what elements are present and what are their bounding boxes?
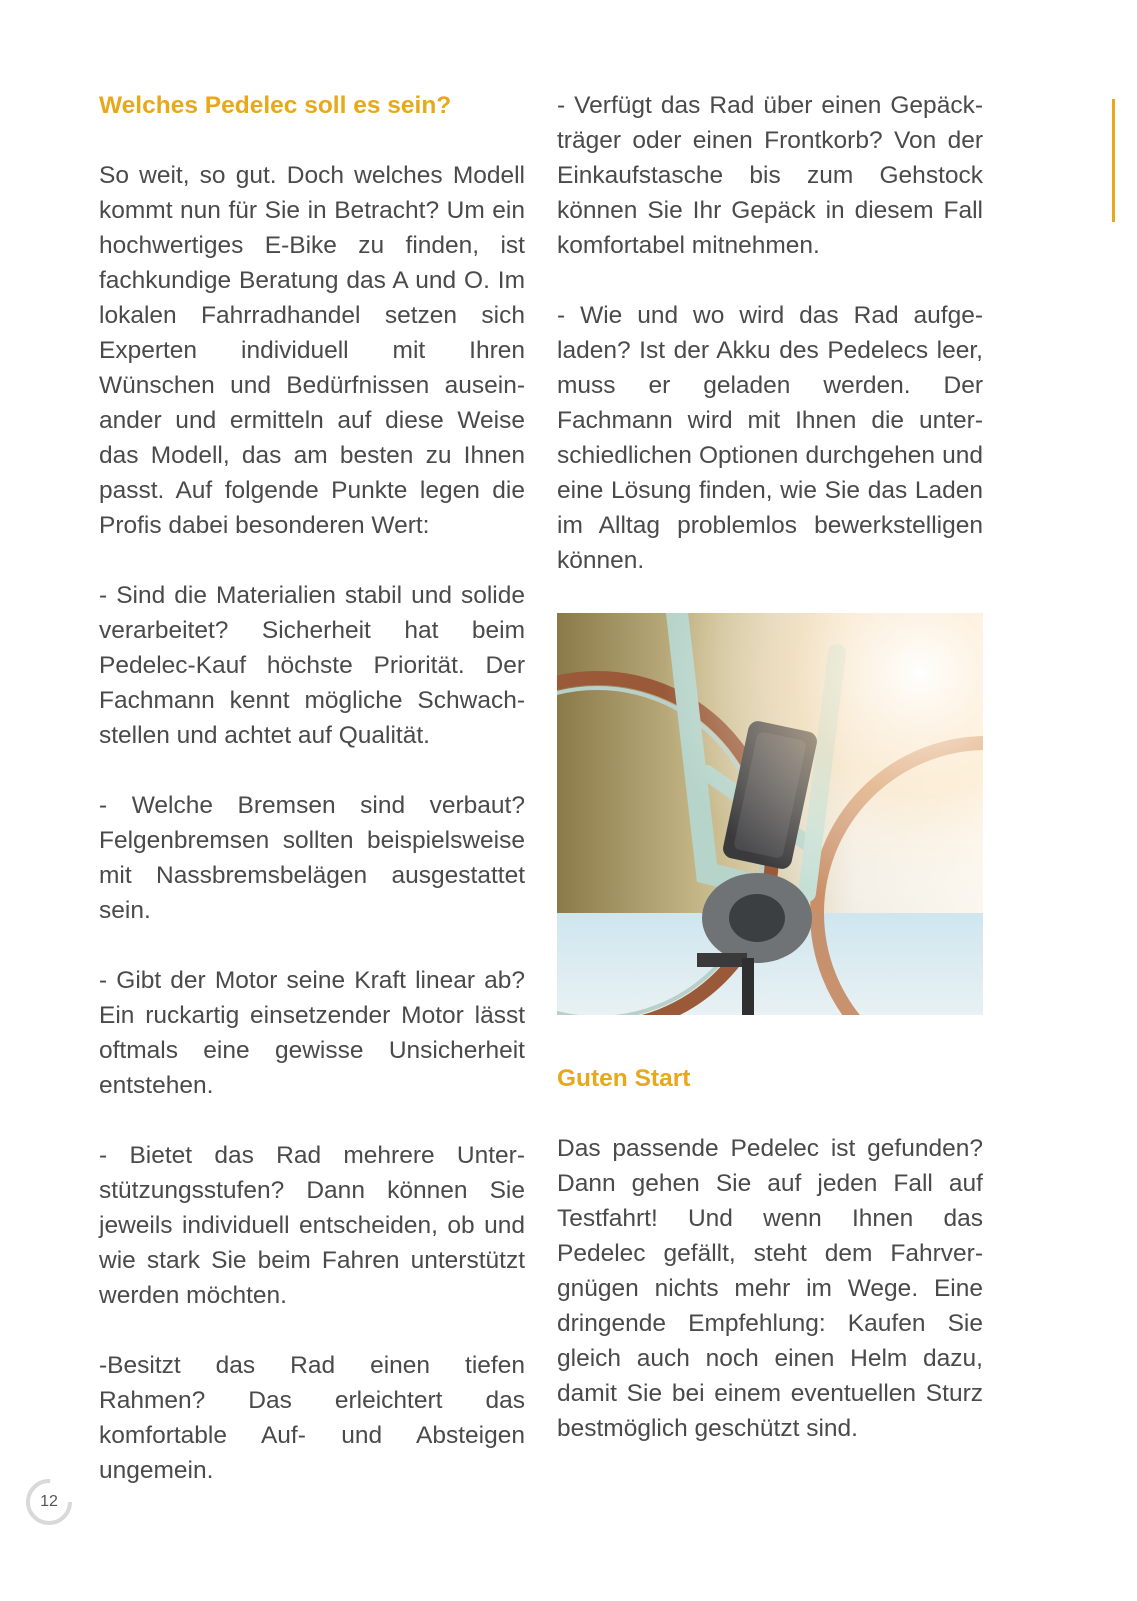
point-luggage: - Verfügt das Rad über einen Gepäckträger oder einen Frontkorb? Von der Einkaufstasche bis zum Gehstock können Sie Ihr Gepäck in diesem Fall komfortabel mitnehmen. bbox=[557, 92, 983, 259]
point-low-frame: -Besitzt das Rad einen tiefen Rahmen? Das erleichtert das komfortable Auf- und Absteigen ungemein. bbox=[99, 1352, 525, 1484]
section-heading-guten-start: Guten Start bbox=[557, 1065, 691, 1092]
pedelec-photo bbox=[557, 613, 983, 1015]
point-brakes: - Welche Bremsen sind verbaut? Felgenbremsen sollten beispielsweise mit Nassbremsbelägen ausgestattet sein. bbox=[99, 792, 525, 924]
point-materials: - Sind die Materialien stabil und solide verarbeitet? Sicherheit hat beim Pedelec-Kauf höchste Priorität. Der Fachmann kennt mögliche Schwachstellen und achtet auf Qualität. bbox=[99, 582, 525, 749]
point-charging: - Wie und wo wird das Rad aufgeladen? Ist der Akku des Pedelecs leer, muss er geladen werden. Der Fachmann wird mit Ihnen die unterschiedlichen Optionen durchgehen und eine Lösung finden, wie Sie das Laden im Alltag problemlos bewerkstelligen können. bbox=[557, 302, 983, 574]
pedelec-battery-illustration bbox=[557, 613, 983, 1015]
accent-bar bbox=[1112, 99, 1115, 222]
page-number: 12 bbox=[40, 1493, 58, 1510]
left-column bbox=[99, 88, 525, 1523]
intro-paragraph: So weit, so gut. Doch welches Modell kommt nun für Sie in Betracht? Um ein hochwertiges E-Bike zu finden, ist fachkundige Beratung das A und O. Im lokalen Fahrradhandel setzen sich Experten individuell mit Ihren Wünschen und Bedürfnissen auseinander und ermitteln auf diese Weise das Modell, das am besten zu Ihnen passt. Auf folgende Punkte legen die Profis dabei besonderen Wert: bbox=[99, 162, 525, 539]
point-support-levels: - Bietet das Rad mehrere Unterstützungsstufen? Dann können Sie jeweils individuell entscheiden, ob und wie stark Sie beim Fahren unterstützt werden möchten. bbox=[99, 1142, 525, 1309]
section-heading-pedelec-choice: Welches Pedelec soll es sein? bbox=[99, 92, 452, 119]
closing-paragraph: Das passende Pedelec ist gefunden? Dann gehen Sie auf jeden Fall auf Testfahrt! Und wenn Ihnen das Pedelec gefällt, steht dem Fahrvergnügen nichts mehr im Wege. Eine dringende Empfehlung: Kaufen Sie gleich auch noch einen Helm dazu, damit Sie bei einem eventuellen Sturz bestmöglich geschützt sind. bbox=[557, 1135, 983, 1442]
page-number-badge bbox=[24, 1477, 74, 1527]
point-motor: - Gibt der Motor seine Kraft linear ab? Ein ruckartig einsetzender Motor lässt oftmals eine gewisse Unsicherheit entstehen. bbox=[99, 967, 525, 1099]
right-column bbox=[557, 88, 983, 1481]
